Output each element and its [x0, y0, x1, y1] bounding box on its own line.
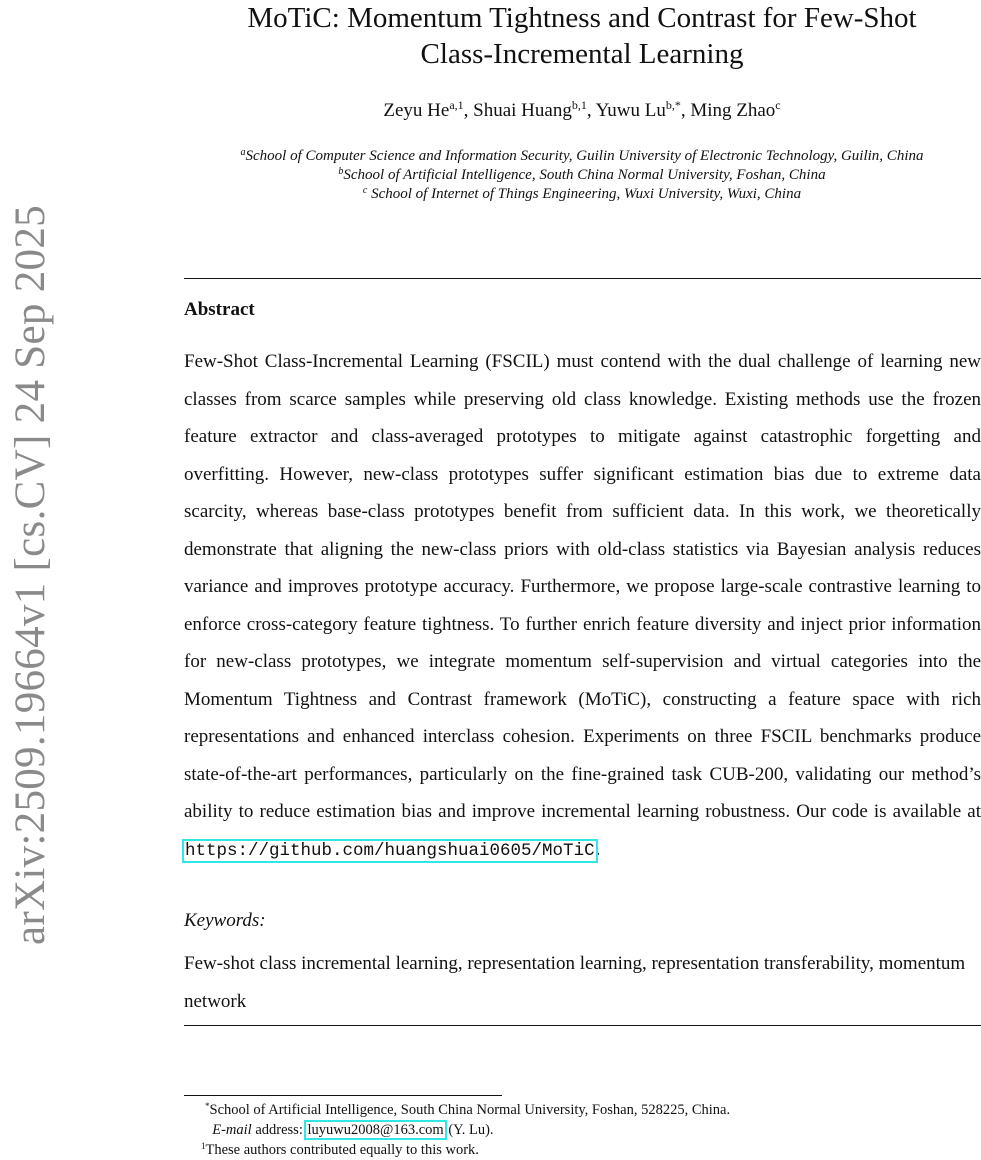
- footnotes: [201, 1100, 731, 1160]
- abstract-body: [184, 343, 981, 870]
- affiliation-line: [180, 166, 981, 185]
- title-line-2: Class-Incremental Learning: [420, 38, 744, 70]
- title-line-1: MoTiC: Momentum Tightness and Contrast for Few-Shot: [247, 2, 917, 34]
- footnote-rule: [184, 1095, 502, 1096]
- abstract-heading: Abstract: [184, 299, 255, 320]
- affiliation-line: [180, 185, 981, 204]
- abstract-link-suffix: .: [595, 838, 601, 860]
- affiliation-sup: b: [338, 166, 344, 177]
- affiliation-text: School of Internet of Things Engineering, Wuxi University, Wuxi, China: [367, 186, 802, 202]
- affiliations: [180, 147, 981, 204]
- author-sup: b,*: [665, 98, 681, 112]
- footnote-equal: [201, 1140, 730, 1160]
- email-mid: address:: [251, 1122, 307, 1138]
- email-suffix: (Y. Lu).: [444, 1122, 494, 1138]
- author-list: Zeyu He$^{a,1}$, Shuai Huang$^{b,1}$, Yuwu $Lu^{b,*}$, Ming Zhao$^c$: [383, 98, 781, 121]
- email-label: E-mail: [212, 1122, 252, 1138]
- footnote-sup: *: [205, 1101, 210, 1111]
- footnote-sup: 1: [201, 1141, 206, 1151]
- author-sup: a,1: [449, 98, 464, 112]
- author-sup: b,1: [571, 98, 587, 112]
- keywords-text: Few-shot class incremental learning, representation learning, representation transferability, momentum network: [184, 953, 966, 1012]
- author-name: Ming Zhao: [690, 100, 776, 121]
- arxiv-stamp[interactable]: arXiv:2509.19664v1 [cs.CV] 24 Sep 2025: [7, 205, 54, 945]
- footnote-corresponding: [205, 1100, 730, 1120]
- paper-title: [180, 0, 981, 72]
- author-name: Zeyu He: [383, 100, 450, 121]
- code-link[interactable]: https://github.com/huangshuai0605/MoTiC: [185, 840, 595, 861]
- affiliation-sup: a: [240, 147, 246, 158]
- affiliation-line: [180, 147, 981, 166]
- author-name: Yuwu Lu: [595, 100, 666, 121]
- abstract-text: Few-Shot Class-Incremental Learning (FSCIL) must contend with the dual challenge of learning new classes from scarce samples while preserving old class knowledge. Existing methods use the frozen feature extractor and class-averaged prototypes to mitigate against catastrophic forgetting and overfitting. However, new-class prototypes suffer significant estimation bias due to extreme data scarcity, whereas base-class prototypes benefit from sufficient data. In this work, we theoretically demonstrate that aligning the new-class priors with old-class statistics via Bayesian analysis reduces variance and improves prototype accuracy. Furthermore, we propose large-scale contrastive learning to enforce cross-category feature tightness. To further enrich feature diversity and inject prior information for new-class prototypes, we integrate momentum self-supervision and virtual categories into the Momentum Tightness and Contrast framework (MoTiC), constructing a feature space with rich representations and enhanced interclass cohesion. Experiments on three FSCIL benchmarks produce state-of-the-art performances, particularly on the fine-grained task CUB-200, validating our method’s ability to reduce estimation bias and improve incremental learning robustness. Our code is available at: [184, 351, 981, 822]
- affiliation-sup: c: [362, 185, 368, 196]
- keywords-label: Keywords:: [184, 910, 266, 931]
- author-sup: c: [775, 98, 781, 112]
- footnote-text: These authors contributed equally to this work.: [205, 1142, 479, 1158]
- affiliation-text: School of Computer Science and Information Security, Guilin University of Electronic Technology, Guilin, China: [245, 148, 924, 164]
- email-link[interactable]: luyuwu2008@163.com: [307, 1122, 444, 1138]
- footnote-email: [205, 1120, 730, 1140]
- abstract-top-rule: [184, 278, 981, 279]
- author-name: Shuai Huang: [473, 100, 572, 121]
- abstract-bottom-rule: [184, 1025, 981, 1026]
- affiliation-text: School of Artificial Intelligence, South China Normal University, Foshan, China: [343, 167, 826, 183]
- footnote-text: School of Artificial Intelligence, South China Normal University, Foshan, 528225, China.: [209, 1102, 731, 1118]
